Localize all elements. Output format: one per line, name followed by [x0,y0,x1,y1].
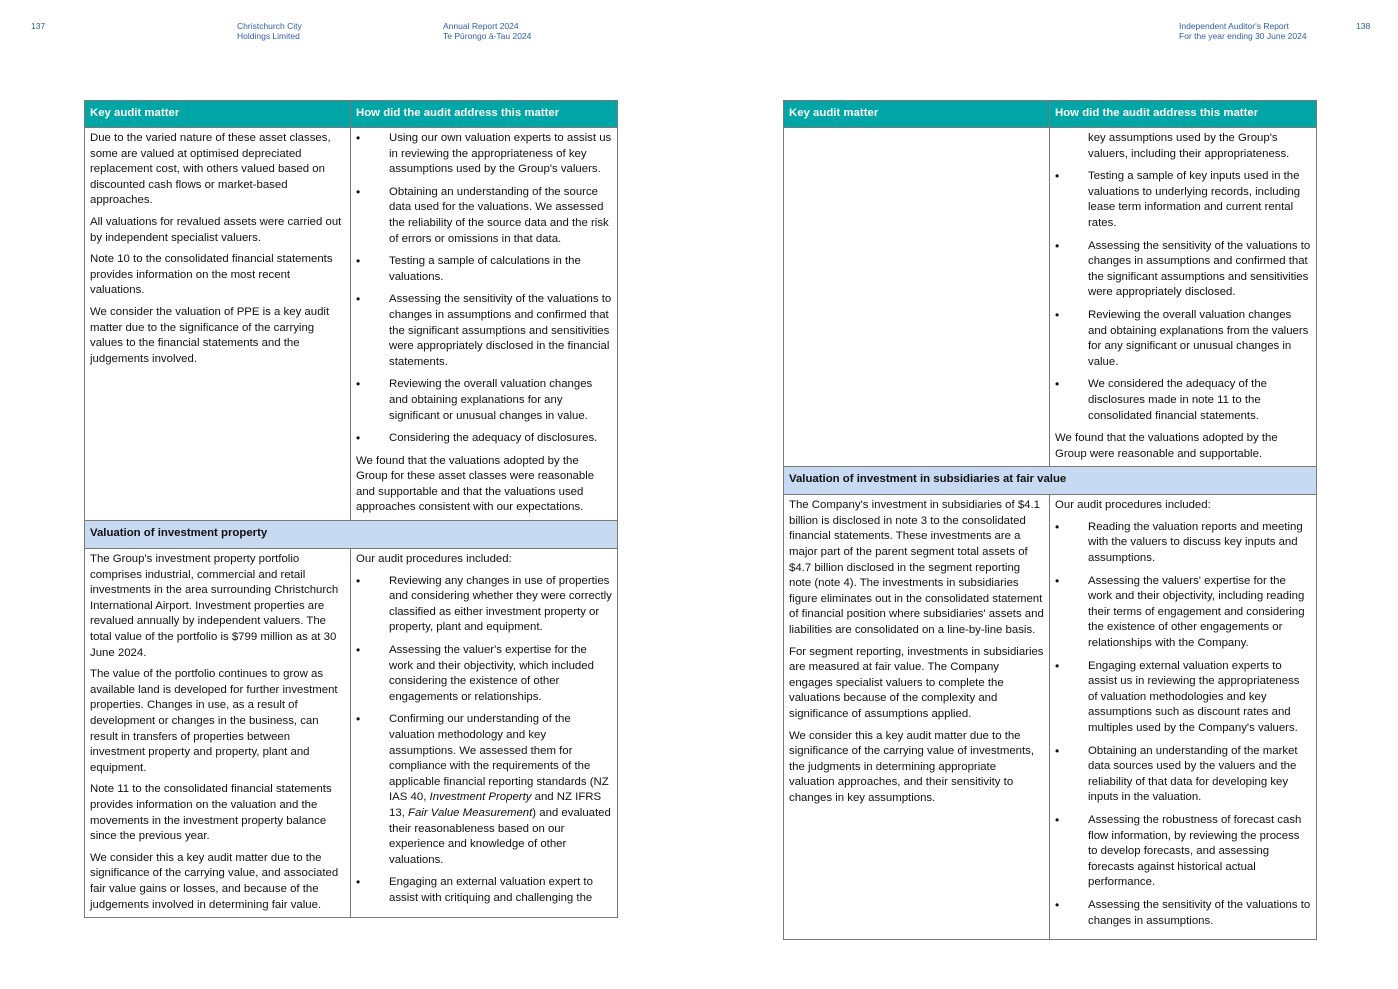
bullet-icon: • [356,131,361,145]
ppe-matter-paragraph: We consider the valuation of PPE is a key audit matter due to the significance of the carrying values to the financial statements and the judgements involved. [90,305,330,365]
subsidiaries-matter-cell [784,495,1050,940]
continued-matter-cell [784,128,1050,467]
bullet-icon: • [1055,812,1060,827]
list-item: • Assessing the sensitivity of the valuations to changes in assumptions and confirmed that the significant assumptions and sensitivities were appropriately disclosed. [1055,238,1311,299]
investment-property-row [85,549,618,918]
column-header-key-audit-matter: Key audit matter [85,101,351,128]
bullet-icon: • [1055,658,1060,673]
right-audit-table [783,100,1317,940]
subsidiaries-procedures-list [1055,520,1311,929]
bullet-icon: • [356,573,361,588]
bullet-icon: • [356,875,361,890]
section-title [1179,21,1307,41]
ppe-matter-paragraph: All valuations for revalued assets were carried out by independent specialist valuers. [90,215,342,244]
subsidiaries-matter-paragraph: The Company's investment in subsidiaries of $4.1 billion is disclosed in note 3 to the consolidated financial statements. These investments are a major part of the parent segment total assets of $4.7 billion disclosed in the segment reporting note (note 4). The investments in subsidiaries figure eliminates out in the consolidated statement of financial position where subsidiaries' assets and liabilities are consolidated on a line-by-line basis. [789,499,1044,637]
procedures-intro: Our audit procedures included: [1055,499,1211,512]
continued-response-cell [1050,128,1317,467]
list-item: • Engaging an external valuation expert to assist with critiquing and challenging the [356,875,593,904]
list-item: • We considered the adequacy of the disclosures made in note 11 to the consolidated financial statements. [1055,377,1267,422]
column-header-key-audit-matter: Key audit matter [784,101,1050,128]
list-item: • Assessing the robustness of forecast cash flow information, by reviewing the process to develop forecasts, and assessing forecasts against historical actual performance. [1055,812,1302,889]
report-title-line-1: Annual Report 2024 [443,21,519,31]
list-item: • Confirming our understanding of the valuation methodology and key assumptions. We assessed them for compliance with the requirements of the applicable financial reporting standards (NZ IAS 40, Investment Property and NZ IFRS 13, Fair Value Measurement) and evaluated their reasonableness based on our experience and knowledge of other valuations. [356,712,611,866]
right-page-number: 138 [1356,21,1371,31]
bullet-icon: • [1055,307,1060,322]
bullet-icon: • [1055,238,1060,253]
list-item: • Reviewing any changes in use of properties and considering whether they were correctly classified as either investment property or property, plant and equipment. [356,573,612,634]
ppe-response-cell [351,128,618,521]
bullet-icon: • [356,712,361,727]
investment-property-matter-cell [85,549,351,918]
continued-procedures-list [1055,131,1311,424]
investment-property-matter-paragraph: Note 11 to the consolidated financial statements provides information on the valuation and the movements in the investment property balance since the previous year. [90,783,332,843]
column-header-audit-response: How did the audit address this matter [1050,101,1317,128]
bullet-icon: • [1055,573,1060,588]
list-item: • Engaging external valuation experts to assist us in reviewing the appropriateness of valuation methodologies and key assumptions such as discount rates and multiples used by the Company's valuers. [1055,658,1300,734]
investment-property-conclusion: We found that the valuations adopted by the Group were reasonable and supportable. [1055,432,1278,460]
subsidiaries-response-cell [1050,495,1317,940]
list-item: • Assessing the valuer's expertise for the work and their objectivity, which included considering the existence of other engagements or relationships. [356,643,594,703]
list-item: • Assessing the valuers' expertise for the work and their objectivity, including reading their terms of engagement and considering the existence of other engagements or relationships with the Company. [1055,573,1305,650]
bullet-icon: • [356,184,361,199]
table-header-row [784,101,1317,128]
subsidiaries-row [784,495,1317,940]
ppe-matter-cell [85,128,351,521]
bullet-icon: • [1055,377,1060,392]
ppe-matter-paragraph: Note 10 to the consolidated financial statements provides information on the most recent valuations. [90,253,333,297]
investment-property-response-cell [351,549,618,918]
organisation-name [237,21,302,41]
list-item: • Testing a sample of key inputs used in the valuations to underlying records, including lease term information and current rental rates. [1055,169,1301,229]
bullet-icon: • [1055,169,1060,184]
list-item: • Considering the adequacy of disclosures. [356,431,598,446]
bullet-icon: • [356,292,361,307]
column-header-audit-response: How did the audit address this matter [351,101,618,128]
list-item-continued: key assumptions used by the Group's valuers, including their appropriateness. [1088,132,1290,160]
list-item: • Obtaining an understanding of the source data used for the valuations. We assessed the reliability of the source data and the risk of errors or omissions in that data. [356,184,609,245]
investment-property-matter-paragraph: The value of the portfolio continues to grow as available land is developed for further investment properties. Changes in use, as a result of development or changes in the business, can result in transfers of properties between investment property and property, plant and equipment. [90,668,338,774]
bullet-icon: • [356,431,361,446]
left-audit-table [84,100,618,918]
list-item: • Assessing the sensitivity of the valuations to changes in assumptions and confirmed that the significant assumptions and sensitivities were appropriately disclosed in the financial statements. [356,292,612,368]
left-page-number: 137 [31,21,46,31]
bullet-icon: • [356,377,361,392]
table-header-row [85,101,618,128]
list-item: • Using our own valuation experts to assist us in reviewing the appropriateness of key assumptions used by the Group's valuers. [356,131,612,176]
bullet-icon: • [356,643,361,658]
subsidiaries-matter-paragraph: For segment reporting, investments in subsidiaries are measured at fair value. The Company engages specialist valuers to complete the valuations because of the complexity and significance of assumptions applied. [789,645,1044,720]
section-row [85,521,618,549]
list-item: • Testing a sample of calculations in the valuations. [356,254,581,283]
list-item: • Obtaining an understanding of the market data sources used by the valuers and the reliability of that data for developing key inputs in the valuation. [1055,743,1298,804]
investment-property-section-title: Valuation of investment property [85,521,618,549]
list-item: • Reviewing the overall valuation changes and obtaining explanations from the valuers for any significant or unusual changes in value. [1055,307,1309,368]
ppe-procedures-list [356,131,612,447]
list-item: • Reviewing the overall valuation changes and obtaining explanations for any significant or unusual changes in value. [356,377,593,422]
organisation-line-1: Christchurch City [237,21,302,31]
bullet-icon: • [1055,743,1060,758]
ppe-matter-paragraph: Due to the varied nature of these asset classes, some are valued at optimised depreciated replacement cost, with others valued based on discounted cash flows or market-based approaches. [90,132,331,207]
investment-property-matter-paragraph: The Group's investment property portfolio comprises industrial, commercial and retail investments in the area surrounding Christchurch International Airport. Investment properties are revalued annually by independent valuers. The total value of the portfolio is $799 million as at 30 June 2024. [90,553,339,659]
continued-row [784,128,1317,467]
section-title-line-1: Independent Auditor's Report [1179,21,1289,31]
section-row [784,467,1317,495]
investment-property-procedures-list [356,574,612,907]
report-title [443,21,531,41]
report-title-line-2: Te Pūrongo ā-Tau 2024 [443,31,532,41]
bullet-icon: • [1055,519,1060,534]
section-title-line-2: For the year ending 30 June 2024 [1179,31,1307,41]
list-item: • Assessing the sensitivity of the valuations to changes in assumptions. [1055,897,1311,927]
organisation-line-2: Holdings Limited [237,31,300,41]
ppe-row [85,128,618,521]
list-item: • Reading the valuation reports and meeting with the valuers to discuss key inputs and assumptions. [1055,519,1303,565]
procedures-intro: Our audit procedures included: [356,553,512,566]
subsidiaries-matter-paragraph: We consider this a key audit matter due to the significance of the carrying value of investments, the judgments in determining appropriate valuation approaches, and their sensitivity to changes in key assumptions. [789,729,1035,804]
bullet-icon: • [1055,897,1060,912]
subsidiaries-section-title: Valuation of investment in subsidiaries at fair value [784,467,1317,495]
investment-property-matter-paragraph: We consider this a key audit matter due to the significance of the carrying value, and associated fair value gains or losses, and because of the judgements involved in determining fair value. [90,851,339,911]
ppe-conclusion: We found that the valuations adopted by the Group for these asset classes were reasonable and supportable and that the valuations used approaches consistent with our expectations. [356,454,595,514]
bullet-icon: • [356,254,361,269]
